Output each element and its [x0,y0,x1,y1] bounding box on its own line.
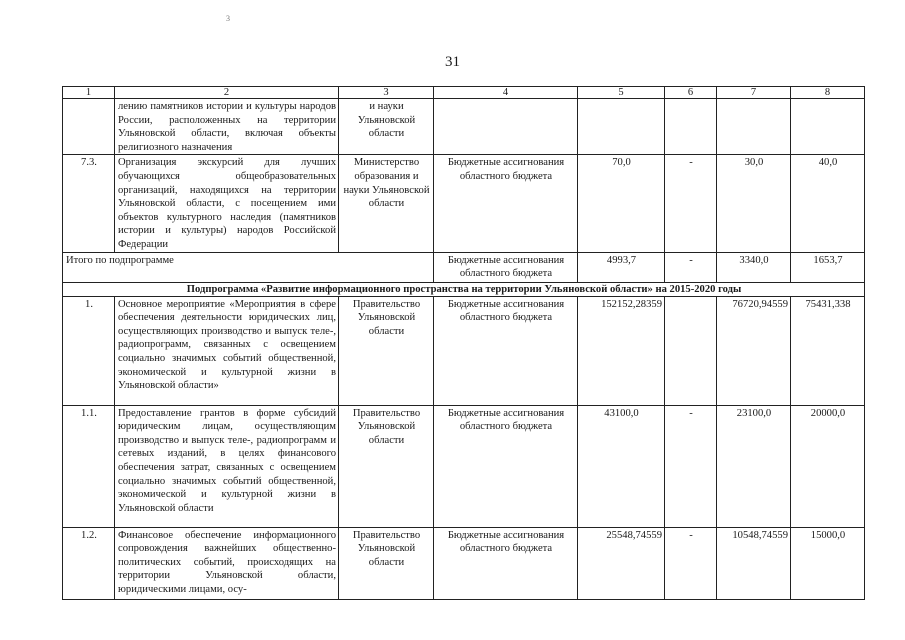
table-row [63,155,865,252]
subprogram-title-row [63,282,865,296]
row-number: 1.1. [63,405,115,527]
table-row [63,99,865,155]
funding-source: Бюджетные ассигнования областного бюджета [434,155,578,252]
executor: Правительство Ульяновской области [339,296,434,405]
executor: Министерство образования и науки Ульяновской области [339,155,434,252]
funding-source: Бюджетные ассигнования областного бюджета [434,527,578,599]
activity-name: Организация экскурсий для лучших обучающихся общеобразовательных организаций, находящихся на территории Ульяновской области, с посещением ими объектов культурного наследия (памятников истории и культуры) народов Российской Федерации [115,155,339,252]
value-col6 [665,296,717,405]
value-col6: - [665,405,717,527]
row-number: 1.2. [63,527,115,599]
header-cell: 3 [339,87,434,99]
funding-source: Бюджетные ассигнования областного бюджета [434,405,578,527]
total-value: 25548,74559 [578,527,665,599]
activity-name: лению памятников истории и культуры народов России, расположенных на территории Ульяновской области, включая объекты религиозного назначения [115,99,339,155]
header-cell: 5 [578,87,665,99]
value-col8 [791,99,865,155]
value-col8: 75431,338 [791,296,865,405]
value-col7: 76720,94559 [717,296,791,405]
total-value: 70,0 [578,155,665,252]
value-col8: 40,0 [791,155,865,252]
value-col7: 10548,74559 [717,527,791,599]
row-number [63,99,115,155]
header-cell: 1 [63,87,115,99]
value-col7 [717,99,791,155]
stray-mark: 3 [226,14,230,23]
subprogram-title: Подпрограмма «Развитие информационного пространства на территории Ульяновской области» на 2015-2020 годы [63,282,865,296]
value-col6 [665,99,717,155]
value-col7: 3340,0 [717,252,791,282]
executor: и науки Ульяновской области [339,99,434,155]
table-row [63,527,865,599]
budget-table [62,86,865,600]
activity-name: Финансовое обеспечение информационного сопровождения важнейших общественно-политических событий, происходящих на территории Ульяновской области, юридическими лицами, осу- [115,527,339,599]
total-value: 152152,28359 [578,296,665,405]
total-value [578,99,665,155]
value-col6: - [665,527,717,599]
funding-source: Бюджетные ассигнования областного бюджета [434,252,578,282]
funding-source: Бюджетные ассигнования областного бюджета [434,296,578,405]
header-cell: 2 [115,87,339,99]
header-cell: 4 [434,87,578,99]
row-number: 1. [63,296,115,405]
column-number-row [63,87,865,99]
activity-name: Основное мероприятие «Мероприятия в сфере обеспечения деятельности юридических лиц, осуществляющих производство и выпуск теле-, радиопрограмм, связанных с освещением социально значимых событий общественной, экономической и культурной жизни в Ульяновской области» [115,296,339,405]
value-col7: 23100,0 [717,405,791,527]
subtotal-row [63,252,865,282]
value-col6: - [665,252,717,282]
subtotal-label: Итого по подпрограмме [63,252,434,282]
value-col6: - [665,155,717,252]
executor: Правительство Ульяновской области [339,405,434,527]
header-cell: 7 [717,87,791,99]
header-cell: 8 [791,87,865,99]
page-number: 31 [445,54,460,70]
funding-source [434,99,578,155]
executor: Правительство Ульяновской области [339,527,434,599]
value-col7: 30,0 [717,155,791,252]
value-col8: 15000,0 [791,527,865,599]
table-row [63,296,865,405]
total-value: 43100,0 [578,405,665,527]
value-col8: 20000,0 [791,405,865,527]
value-col8: 1653,7 [791,252,865,282]
header-cell: 6 [665,87,717,99]
table-row [63,405,865,527]
activity-name: Предоставление грантов в форме субсидий юридическим лицам, осуществляющим производство и выпуск теле-, радиопрограмм и сетевых изданий, в целях финансового обеспечения затрат, связанных с освещением социально значимых событий общественной, экономической и культурной жизни в Ульяновской области [115,405,339,527]
row-number: 7.3. [63,155,115,252]
total-value: 4993,7 [578,252,665,282]
